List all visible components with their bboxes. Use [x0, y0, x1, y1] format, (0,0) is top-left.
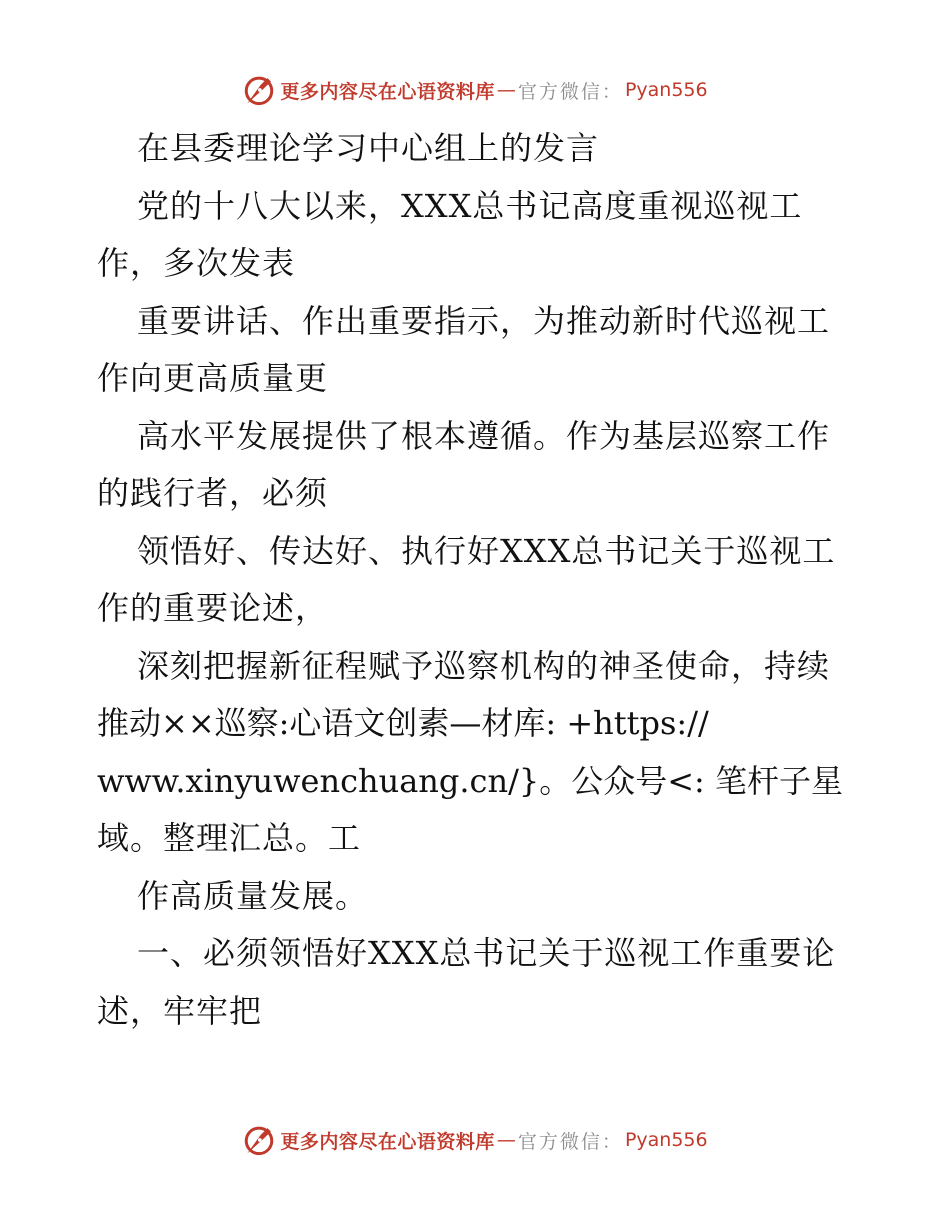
paragraph-line: 作向更高质量更	[97, 359, 329, 397]
paragraph-line: 领悟好、传达好、执行好XXX总书记关于巡视工	[137, 531, 836, 570]
banner-sub-text: 官方微信：	[517, 1130, 623, 1153]
document-body	[97, 120, 857, 1040]
banner-dash: —	[496, 1129, 516, 1151]
paragraph-line: 高水平发展提供了根本遵循。作为基层巡察工作	[137, 416, 831, 455]
paragraph-line: www.xinyuwenchuang.cn/}。公众号<: 笔杆子星	[97, 761, 843, 800]
paragraph-line: 重要讲话、作出重要指示，为推动新时代巡视工	[137, 301, 831, 340]
banner-account: Pyan556	[624, 1129, 708, 1151]
paragraph-line: 推动××巡察:心语文创素—材库: +https://	[97, 704, 709, 742]
banner-dash: —	[496, 79, 516, 101]
pen-nib-logo-icon	[242, 73, 276, 107]
paragraph-line: 域。整理汇总。工	[97, 819, 362, 857]
banner-main-text: 更多内容尽在心语资料库	[280, 80, 495, 103]
document-title: 在县委理论学习中心组上的发言	[137, 129, 600, 167]
banner-account: Pyan556	[624, 79, 708, 101]
footer-banner	[0, 1120, 950, 1160]
paragraph-line: 作的重要论述，	[97, 589, 329, 627]
paragraph-line: 述，牢牢把	[97, 991, 263, 1030]
pen-nib-logo-icon	[242, 1123, 276, 1157]
paragraph-line: 党的十八大以来，XXX总书记高度重视巡视工	[137, 186, 803, 225]
paragraph-line: 作高质量发展。	[137, 876, 369, 915]
section-heading: 一、必须领悟好XXX总书记关于巡视工作重要论	[137, 934, 836, 972]
header-banner	[0, 70, 950, 110]
banner-sub-text: 官方微信：	[517, 80, 623, 103]
paragraph-line: 作，多次发表	[97, 244, 296, 282]
paragraph-line: 的践行者，必须	[97, 474, 329, 512]
paragraph-line: 深刻把握新征程赋予巡察机构的神圣使命，持续	[137, 646, 831, 685]
banner-main-text: 更多内容尽在心语资料库	[280, 1130, 495, 1153]
